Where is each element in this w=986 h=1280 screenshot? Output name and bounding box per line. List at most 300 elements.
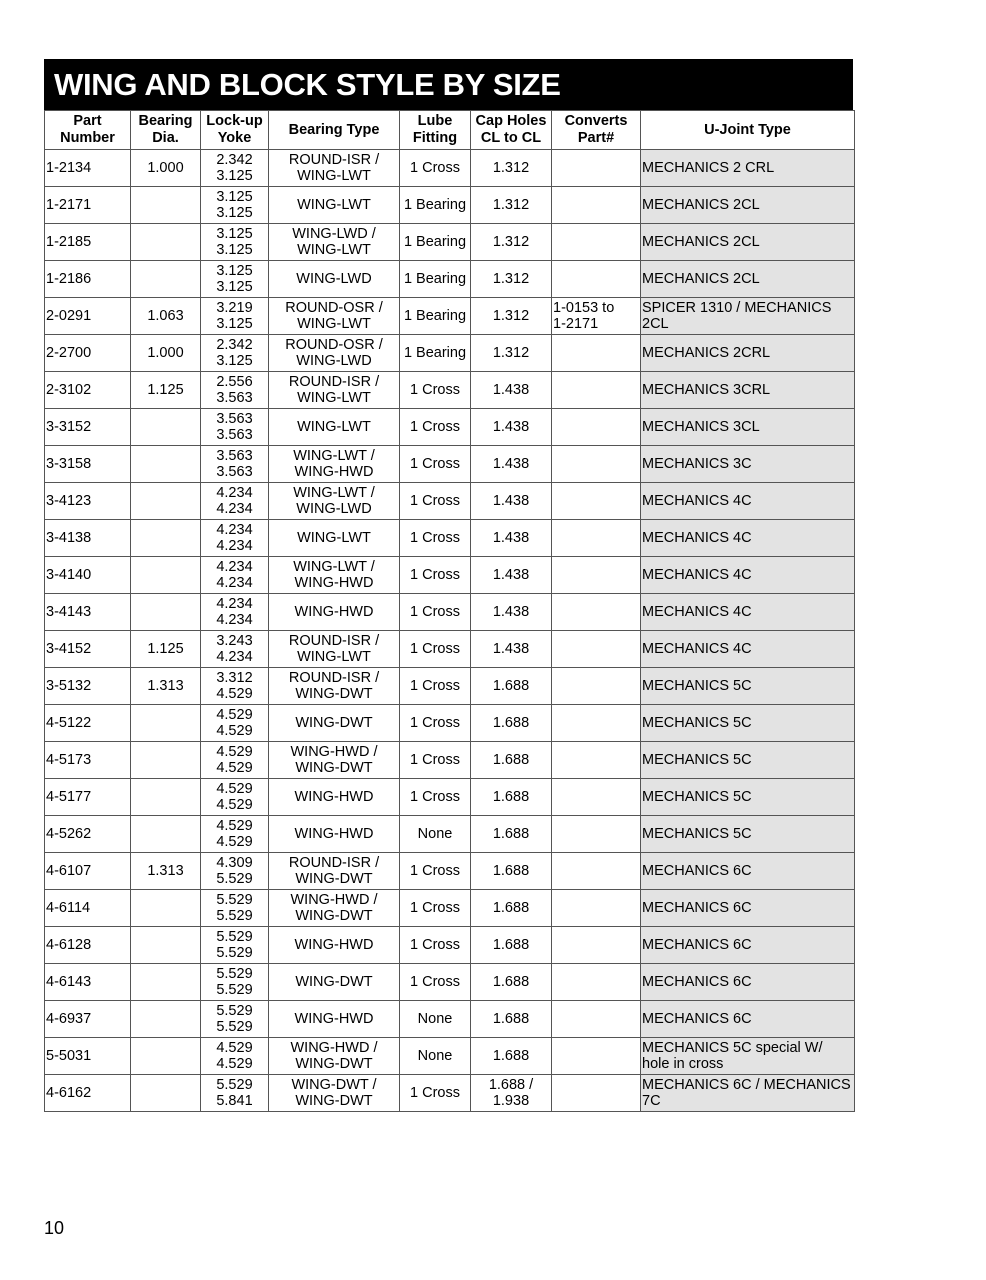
ujoint-type-cell-line: MECHANICS 5C	[642, 789, 752, 805]
header-line: Bearing Type	[288, 121, 380, 138]
lockup-yoke-cell	[201, 890, 269, 927]
lockup-yoke-cell-line: 3.563	[216, 427, 253, 443]
lube-fitting-cell: 1 Cross	[400, 779, 471, 816]
bearing-dia-cell	[131, 1038, 201, 1075]
lockup-yoke-cell	[201, 224, 269, 261]
cap-holes-cell	[471, 224, 552, 261]
header-line: Part	[73, 113, 102, 129]
ujoint-type-cell	[641, 520, 855, 557]
lockup-yoke-cell	[201, 372, 269, 409]
bearing-dia-cell	[131, 1075, 201, 1112]
bearing-type-cell	[269, 557, 400, 594]
header-line: U-Joint Type	[704, 121, 791, 138]
lube-fitting-cell: 1 Cross	[400, 668, 471, 705]
lockup-yoke-cell-line: 5.529	[216, 982, 253, 998]
part-number-cell: 3-4143	[45, 594, 131, 631]
lockup-yoke-cell-line: 3.125	[216, 263, 253, 279]
bearing-type-cell-line: WING-HWD	[294, 464, 374, 480]
lockup-yoke-cell-line: 4.529	[216, 1040, 253, 1056]
cap-holes-cell-line: 1.312	[492, 197, 530, 213]
bearing-type-cell	[269, 964, 400, 1001]
bearing-type-cell-line: WING-HWD /	[290, 892, 378, 908]
cap-holes-cell	[471, 261, 552, 298]
ujoint-type-cell-line: MECHANICS 4C	[642, 604, 752, 620]
table-row	[45, 742, 855, 779]
lockup-yoke-cell-line: 5.529	[216, 892, 253, 908]
lube-fitting-cell: 1 Cross	[400, 631, 471, 668]
lockup-yoke-cell-line: 4.529	[216, 797, 253, 813]
cap-holes-cell-line: 1.688	[492, 863, 530, 879]
lockup-yoke-cell-line: 4.529	[216, 818, 253, 834]
table-header-row	[45, 111, 855, 150]
cap-holes-cell-line: 1.438	[492, 641, 530, 657]
lube-fitting-cell: 1 Cross	[400, 372, 471, 409]
cap-holes-cell	[471, 927, 552, 964]
bearing-dia-cell: 1.063	[131, 298, 201, 335]
converts-part-cell	[552, 964, 641, 1001]
bearing-type-cell-line: WING-LWT	[297, 316, 371, 332]
bearing-dia-cell	[131, 483, 201, 520]
table-body	[45, 150, 855, 1112]
table-row	[45, 335, 855, 372]
cap-holes-cell-line: 1.688	[492, 1048, 530, 1064]
lube-fitting-cell: 1 Cross	[400, 964, 471, 1001]
bearing-type-cell	[269, 927, 400, 964]
bearing-dia-cell	[131, 890, 201, 927]
lockup-yoke-cell-line: 5.529	[216, 929, 253, 945]
ujoint-type-cell-line: MECHANICS 4C	[642, 641, 752, 657]
lube-fitting-cell: None	[400, 1001, 471, 1038]
cap-holes-cell-line: 1.438	[492, 456, 530, 472]
table-row	[45, 927, 855, 964]
part-number-cell: 4-5122	[45, 705, 131, 742]
converts-part-cell	[552, 890, 641, 927]
ujoint-type-cell	[641, 742, 855, 779]
converts-part-cell	[552, 705, 641, 742]
converts-part-cell-line: 1-2171	[553, 316, 599, 332]
part-number-cell: 3-5132	[45, 668, 131, 705]
bearing-type-cell	[269, 150, 400, 187]
converts-part-cell	[552, 261, 641, 298]
part-number-cell: 4-5262	[45, 816, 131, 853]
table-row	[45, 964, 855, 1001]
bearing-type-cell-line: WING-HWD	[294, 575, 374, 591]
lockup-yoke-cell-line: 2.342	[216, 152, 253, 168]
table-row	[45, 224, 855, 261]
cap-holes-cell-line: 1.688	[492, 900, 530, 916]
ujoint-type-cell	[641, 446, 855, 483]
converts-part-cell	[552, 446, 641, 483]
table-row	[45, 705, 855, 742]
ujoint-type-cell-line: MECHANICS 2 CRL	[642, 160, 775, 176]
bearing-type-cell-line: WING-HWD /	[290, 1040, 378, 1056]
ujoint-type-cell-line: MECHANICS 3CRL	[642, 382, 771, 398]
bearing-type-cell-line: WING-HWD	[294, 604, 374, 620]
lockup-yoke-cell-line: 5.529	[216, 945, 253, 961]
lockup-yoke-cell	[201, 964, 269, 1001]
cap-holes-cell	[471, 1001, 552, 1038]
bearing-type-cell	[269, 372, 400, 409]
ujoint-type-cell	[641, 964, 855, 1001]
ujoint-type-cell-line: MECHANICS 2CL	[642, 271, 760, 287]
ujoint-type-cell	[641, 816, 855, 853]
ujoint-type-cell	[641, 927, 855, 964]
header-line: CL to CL	[480, 130, 542, 146]
bearing-dia-header	[131, 111, 201, 150]
lockup-yoke-cell-line: 3.125	[216, 242, 253, 258]
cap-holes-cell	[471, 446, 552, 483]
cap-holes-cell-line: 1.438	[492, 419, 530, 435]
ujoint-type-cell-line: MECHANICS 6C / MECHANICS	[642, 1077, 851, 1093]
bearing-dia-cell	[131, 261, 201, 298]
bearing-dia-cell	[131, 705, 201, 742]
converts-part-cell	[552, 594, 641, 631]
bearing-dia-cell	[131, 594, 201, 631]
lockup-yoke-cell-line: 3.125	[216, 189, 253, 205]
lube-fitting-cell: 1 Bearing	[400, 335, 471, 372]
bearing-type-cell-line: WING-LWT	[297, 649, 371, 665]
table-row	[45, 668, 855, 705]
lockup-yoke-cell	[201, 594, 269, 631]
bearing-type-cell-line: ROUND-ISR /	[288, 855, 380, 871]
cap-holes-cell-line: 1.688	[492, 789, 530, 805]
ujoint-type-cell-line: MECHANICS 5C	[642, 715, 752, 731]
cap-holes-cell-line: 1.688	[492, 974, 530, 990]
cap-holes-cell-line: 1.688	[492, 826, 530, 842]
lockup-yoke-cell	[201, 927, 269, 964]
cap-holes-cell-line: 1.938	[492, 1093, 530, 1109]
lockup-yoke-cell-line: 5.529	[216, 908, 253, 924]
lockup-yoke-cell-line: 4.234	[216, 612, 253, 628]
converts-part-cell-line: 1-0153 to	[553, 300, 615, 316]
bearing-type-cell-line: WING-DWT	[295, 686, 373, 702]
lockup-yoke-cell-line: 3.563	[216, 464, 253, 480]
part-number-cell: 4-5177	[45, 779, 131, 816]
bearing-type-cell-line: WING-LWT	[297, 390, 371, 406]
cap-holes-cell-line: 1.688	[492, 752, 530, 768]
header-line: Lube	[417, 113, 453, 129]
bearing-type-cell-line: WING-LWD	[296, 501, 372, 517]
lube-fitting-cell: 1 Cross	[400, 409, 471, 446]
lockup-yoke-cell-line: 4.234	[216, 649, 253, 665]
lockup-yoke-cell-line: 3.563	[216, 411, 253, 427]
bearing-type-cell-line: WING-LWT	[297, 419, 371, 435]
lube-fitting-cell: 1 Cross	[400, 1075, 471, 1112]
converts-part-header	[552, 111, 641, 150]
cap-holes-cell	[471, 779, 552, 816]
converts-part-cell	[552, 668, 641, 705]
bearing-type-cell-line: WING-HWD /	[290, 744, 378, 760]
lockup-yoke-cell	[201, 261, 269, 298]
lockup-yoke-cell-line: 5.529	[216, 1019, 253, 1035]
table-row	[45, 1038, 855, 1075]
ujoint-type-cell	[641, 372, 855, 409]
converts-part-cell	[552, 224, 641, 261]
part-number-cell: 4-6162	[45, 1075, 131, 1112]
bearing-dia-cell	[131, 742, 201, 779]
lockup-yoke-cell-line: 3.125	[216, 205, 253, 221]
bearing-type-cell	[269, 446, 400, 483]
table-row	[45, 483, 855, 520]
converts-part-cell	[552, 298, 641, 335]
lockup-yoke-cell	[201, 446, 269, 483]
lockup-yoke-cell-line: 3.563	[216, 448, 253, 464]
bearing-dia-cell	[131, 964, 201, 1001]
header-line: Bearing	[138, 113, 193, 129]
cap-holes-cell	[471, 520, 552, 557]
cap-holes-cell	[471, 298, 552, 335]
bearing-dia-cell: 1.313	[131, 668, 201, 705]
part-number-cell: 1-2186	[45, 261, 131, 298]
ujoint-type-cell-line: MECHANICS 6C	[642, 863, 752, 879]
table-row	[45, 853, 855, 890]
bearing-type-cell-line: ROUND-OSR /	[285, 300, 383, 316]
cap-holes-cell	[471, 594, 552, 631]
cap-holes-cell	[471, 150, 552, 187]
lockup-yoke-cell-line: 4.529	[216, 744, 253, 760]
bearing-dia-cell: 1.125	[131, 631, 201, 668]
bearing-type-cell-line: WING-LWT /	[293, 448, 375, 464]
table-row	[45, 594, 855, 631]
ujoint-type-cell-line: MECHANICS 6C	[642, 1011, 752, 1027]
ujoint-type-cell	[641, 261, 855, 298]
lube-fitting-cell: 1 Bearing	[400, 224, 471, 261]
ujoint-type-cell	[641, 705, 855, 742]
bearing-dia-cell: 1.000	[131, 150, 201, 187]
bearing-type-cell	[269, 1075, 400, 1112]
bearing-type-cell-line: WING-LWT	[297, 168, 371, 184]
ujoint-type-cell-line: MECHANICS 6C	[642, 937, 752, 953]
table-row	[45, 261, 855, 298]
lockup-yoke-cell-line: 2.556	[216, 374, 253, 390]
table-row	[45, 816, 855, 853]
bearing-type-cell	[269, 187, 400, 224]
cap-holes-cell-line: 1.688	[492, 937, 530, 953]
header-line: Lock-up	[206, 113, 263, 129]
lube-fitting-cell: 1 Cross	[400, 483, 471, 520]
ujoint-type-cell	[641, 335, 855, 372]
lockup-yoke-cell	[201, 1038, 269, 1075]
cap-holes-cell-line: 1.688 /	[488, 1077, 534, 1093]
ujoint-type-cell-line: MECHANICS 3CL	[642, 419, 760, 435]
header-line: Yoke	[217, 130, 252, 146]
bearing-type-cell-line: WING-DWT	[295, 1056, 373, 1072]
bearing-dia-cell: 1.125	[131, 372, 201, 409]
lockup-yoke-cell-line: 4.529	[216, 723, 253, 739]
bearing-type-cell	[269, 890, 400, 927]
lube-fitting-cell: 1 Cross	[400, 742, 471, 779]
part-number-header	[45, 111, 131, 150]
bearing-type-cell-line: WING-HWD	[294, 937, 374, 953]
converts-part-cell	[552, 150, 641, 187]
lockup-yoke-cell-line: 4.529	[216, 781, 253, 797]
bearing-type-cell	[269, 520, 400, 557]
cap-holes-cell	[471, 853, 552, 890]
lockup-yoke-cell	[201, 779, 269, 816]
table-row	[45, 557, 855, 594]
lube-fitting-header	[400, 111, 471, 150]
converts-part-cell	[552, 1075, 641, 1112]
cap-holes-cell	[471, 1038, 552, 1075]
ujoint-type-cell	[641, 890, 855, 927]
ujoint-type-cell-line: MECHANICS 5C	[642, 826, 752, 842]
bearing-type-cell-line: WING-DWT	[295, 974, 373, 990]
part-number-cell: 3-4152	[45, 631, 131, 668]
lockup-yoke-cell-line: 4.529	[216, 707, 253, 723]
cap-holes-cell	[471, 631, 552, 668]
lockup-yoke-cell-line: 4.309	[216, 855, 253, 871]
lockup-yoke-cell	[201, 668, 269, 705]
header-line: Dia.	[152, 130, 179, 146]
bearing-dia-cell	[131, 409, 201, 446]
lockup-yoke-cell-line: 4.234	[216, 501, 253, 517]
part-number-cell: 3-3152	[45, 409, 131, 446]
converts-part-cell	[552, 409, 641, 446]
cap-holes-cell	[471, 964, 552, 1001]
lockup-yoke-cell-line: 3.312	[216, 670, 253, 686]
converts-part-cell	[552, 779, 641, 816]
bearing-type-cell-line: ROUND-ISR /	[288, 374, 380, 390]
converts-part-cell	[552, 927, 641, 964]
part-number-cell: 3-4140	[45, 557, 131, 594]
cap-holes-cell-line: 1.312	[492, 234, 530, 250]
table-row	[45, 409, 855, 446]
table-row	[45, 372, 855, 409]
table-row	[45, 779, 855, 816]
part-number-cell: 2-3102	[45, 372, 131, 409]
lockup-yoke-cell	[201, 187, 269, 224]
lube-fitting-cell: 1 Cross	[400, 890, 471, 927]
cap-holes-cell-line: 1.688	[492, 715, 530, 731]
part-number-cell: 5-5031	[45, 1038, 131, 1075]
ujoint-type-cell	[641, 779, 855, 816]
bearing-type-cell	[269, 409, 400, 446]
cap-holes-cell-line: 1.438	[492, 493, 530, 509]
lube-fitting-cell: 1 Cross	[400, 594, 471, 631]
cap-holes-cell	[471, 335, 552, 372]
ujoint-type-cell-line: MECHANICS 2CL	[642, 234, 760, 250]
bearing-dia-cell	[131, 224, 201, 261]
lockup-yoke-cell-line: 2.342	[216, 337, 253, 353]
bearing-dia-cell: 1.000	[131, 335, 201, 372]
bearing-type-cell-line: WING-LWD	[296, 271, 372, 287]
bearing-dia-cell	[131, 446, 201, 483]
bearing-type-header	[269, 111, 400, 150]
lockup-yoke-cell	[201, 853, 269, 890]
lube-fitting-cell: 1 Cross	[400, 927, 471, 964]
converts-part-cell	[552, 631, 641, 668]
lockup-yoke-cell-line: 4.234	[216, 538, 253, 554]
bearing-type-cell-line: WING-LWT /	[293, 485, 375, 501]
lockup-yoke-cell	[201, 150, 269, 187]
part-number-cell: 3-4138	[45, 520, 131, 557]
cap-holes-cell	[471, 816, 552, 853]
converts-part-cell	[552, 1001, 641, 1038]
cap-holes-cell	[471, 372, 552, 409]
ujoint-type-cell-line: MECHANICS 4C	[642, 567, 752, 583]
table-row	[45, 446, 855, 483]
converts-part-cell	[552, 853, 641, 890]
lockup-yoke-cell	[201, 483, 269, 520]
part-number-cell: 4-6114	[45, 890, 131, 927]
lockup-yoke-header	[201, 111, 269, 150]
ujoint-type-cell	[641, 409, 855, 446]
lockup-yoke-cell-line: 4.529	[216, 834, 253, 850]
lockup-yoke-cell	[201, 1001, 269, 1038]
lockup-yoke-cell-line: 5.841	[216, 1093, 253, 1109]
lockup-yoke-cell-line: 4.529	[216, 760, 253, 776]
lockup-yoke-cell-line: 3.125	[216, 353, 253, 369]
ujoint-type-cell	[641, 853, 855, 890]
ujoint-type-cell-line: MECHANICS 6C	[642, 974, 752, 990]
bearing-type-cell-line: WING-LWD /	[292, 226, 376, 242]
bearing-type-cell-line: WING-LWT	[297, 197, 371, 213]
part-number-cell: 1-2171	[45, 187, 131, 224]
lube-fitting-cell: 1 Bearing	[400, 298, 471, 335]
lockup-yoke-cell-line: 4.529	[216, 686, 253, 702]
table-row	[45, 1001, 855, 1038]
bearing-type-cell-line: WING-HWD	[294, 826, 374, 842]
part-number-cell: 4-6107	[45, 853, 131, 890]
lockup-yoke-cell	[201, 631, 269, 668]
bearing-type-cell	[269, 261, 400, 298]
bearing-type-cell	[269, 594, 400, 631]
bearing-type-cell	[269, 742, 400, 779]
part-number-cell: 2-2700	[45, 335, 131, 372]
header-line: Part#	[577, 130, 615, 146]
part-number-cell: 3-4123	[45, 483, 131, 520]
bearing-dia-cell	[131, 779, 201, 816]
part-number-cell: 4-6128	[45, 927, 131, 964]
ujoint-type-cell-line: hole in cross	[642, 1056, 724, 1072]
bearing-type-cell-line: WING-DWT	[295, 1093, 373, 1109]
cap-holes-cell-line: 1.438	[492, 530, 530, 546]
lockup-yoke-cell-line: 4.234	[216, 575, 253, 591]
lockup-yoke-cell	[201, 520, 269, 557]
ujoint-type-cell	[641, 668, 855, 705]
bearing-type-cell-line: ROUND-OSR /	[285, 337, 383, 353]
lube-fitting-cell: 1 Cross	[400, 446, 471, 483]
converts-part-cell	[552, 335, 641, 372]
bearing-type-cell-line: ROUND-ISR /	[288, 633, 380, 649]
lockup-yoke-cell-line: 5.529	[216, 966, 253, 982]
ujoint-type-cell	[641, 1075, 855, 1112]
ujoint-type-cell	[641, 150, 855, 187]
bearing-dia-cell	[131, 1001, 201, 1038]
bearing-type-cell	[269, 335, 400, 372]
lockup-yoke-cell-line: 3.125	[216, 168, 253, 184]
cap-holes-cell	[471, 187, 552, 224]
bearing-dia-cell	[131, 557, 201, 594]
lockup-yoke-cell-line: 4.234	[216, 485, 253, 501]
converts-part-cell	[552, 187, 641, 224]
ujoint-type-cell-line: MECHANICS 2CL	[642, 197, 760, 213]
lube-fitting-cell: 1 Cross	[400, 150, 471, 187]
lockup-yoke-cell	[201, 557, 269, 594]
cap-holes-cell-line: 1.312	[492, 271, 530, 287]
bearing-type-cell	[269, 1001, 400, 1038]
lockup-yoke-cell	[201, 409, 269, 446]
lockup-yoke-cell	[201, 742, 269, 779]
bearing-type-cell-line: WING-DWT /	[291, 1077, 377, 1093]
table-row	[45, 298, 855, 335]
lube-fitting-cell: 1 Cross	[400, 520, 471, 557]
lube-fitting-cell: None	[400, 816, 471, 853]
lockup-yoke-cell-line: 4.234	[216, 522, 253, 538]
ujoint-type-cell-line: MECHANICS 4C	[642, 530, 752, 546]
bearing-type-cell	[269, 853, 400, 890]
lockup-yoke-cell-line: 3.243	[216, 633, 253, 649]
